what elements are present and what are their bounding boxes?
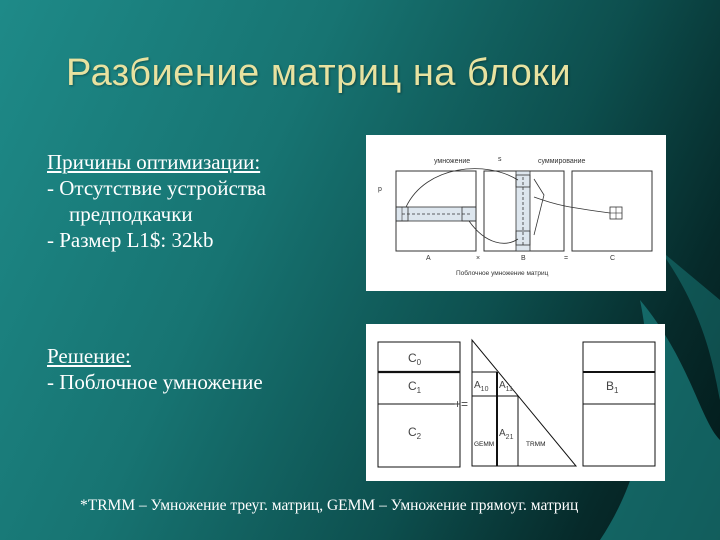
slide-title: Разбиение матриц на блоки	[66, 52, 572, 94]
reasons-heading: Причины оптимизации:	[47, 150, 261, 174]
b1-label: B	[606, 379, 615, 393]
label-eq: =	[564, 255, 569, 262]
plus-equals: +=	[454, 397, 469, 411]
reason-item-prefetch-cont: предподкачки	[69, 202, 193, 226]
svg-text:B1	[606, 379, 619, 395]
a10-sub: 10	[480, 386, 489, 393]
svg-text:C1	[408, 379, 422, 395]
b1-sub: 1	[614, 386, 619, 395]
gemm-label: GEMM	[474, 441, 495, 448]
c2-sub: 2	[416, 432, 422, 441]
svg-text:C0	[408, 351, 422, 367]
label-sum: суммирование	[538, 158, 586, 165]
a21-label: A	[499, 428, 506, 439]
label-multiply: умножение	[434, 158, 471, 165]
a21-sub: 21	[505, 434, 514, 441]
c1-label: C	[408, 379, 417, 393]
label-b: B	[521, 255, 526, 262]
label-a: A	[426, 255, 431, 262]
svg-text:A21	[499, 428, 514, 441]
solution-block	[47, 343, 263, 395]
trmm-gemm-figure	[366, 324, 665, 481]
a10-label: A	[474, 380, 481, 391]
reasons-block	[47, 149, 266, 253]
c1-sub: 1	[416, 386, 422, 395]
trmm-label: TRMM	[526, 441, 546, 448]
svg-text:C2	[408, 425, 422, 441]
reason-item-l1-size: - Размер L1$: 32kb	[47, 228, 214, 252]
a11-sub: 11	[505, 386, 513, 393]
c0-label: C	[408, 351, 417, 365]
reason-item-prefetch: - Отсутствие устройства	[47, 176, 266, 200]
label-c: C	[610, 255, 616, 262]
trmm-gemm-diagram	[366, 324, 665, 481]
label-p: p	[378, 186, 382, 193]
a11-label: A	[499, 380, 506, 391]
footnote: *TRMM – Умножение треуг. матриц, GEMM – Умножение прямоуг. матриц	[80, 497, 579, 514]
solution-heading: Решение:	[47, 344, 131, 368]
c2-label: C	[408, 425, 417, 439]
solution-item-block-mult: - Поблочное умножение	[47, 370, 263, 394]
svg-text:A10	[474, 380, 489, 393]
block-multiplication-diagram	[366, 135, 666, 291]
label-x: ×	[476, 255, 481, 262]
c0-sub: 0	[416, 358, 422, 367]
label-s: s	[498, 156, 502, 163]
caption: Поблочное умножение матриц	[456, 270, 549, 277]
block-multiplication-figure	[366, 135, 666, 291]
